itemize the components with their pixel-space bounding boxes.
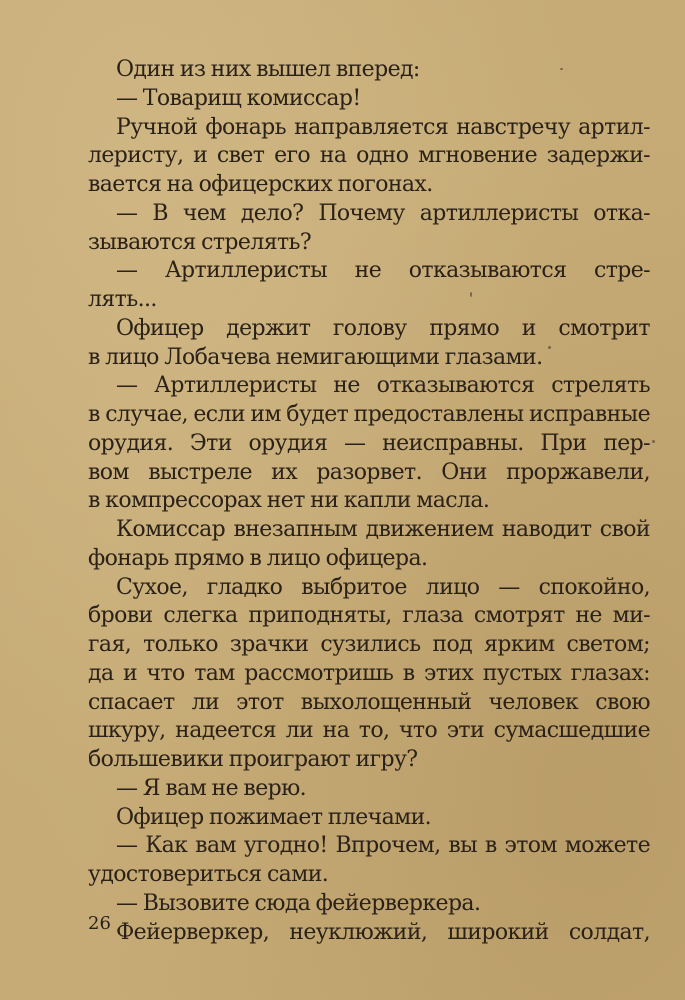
text-line: — Товарищ комиссар! xyxy=(116,85,361,111)
text-line: да и что там рассмотришь в этих пустых глазах: xyxy=(88,660,650,686)
text-line: орудия. Эти орудия — неисправны. При пер- xyxy=(88,430,650,456)
text-line: Комиссар внезапным движением наводит свой xyxy=(116,517,650,542)
text-line: гая, только зрачки сузились под ярким светом; xyxy=(88,632,650,657)
text-line: Офицер пожимает плечами. xyxy=(116,804,432,830)
text-line: в случае, если им будет предоставлены исправные xyxy=(88,402,650,427)
text-line: шкуру, надеется ли на то, что эти сумасшедшие xyxy=(88,718,650,744)
text-line: — Артиллеристы не отказываются стрелять xyxy=(116,373,650,399)
text-line: — В чем дело? Почему артиллеристы отка- xyxy=(116,200,650,226)
text-line: большевики проиграют игру? xyxy=(88,747,418,772)
text-line: вается на офицерских погонах. xyxy=(88,172,433,197)
text-line: Сухое, гладко выбритое лицо — спокойно, xyxy=(116,574,650,600)
text-line: — Вызовите сюда фейерверкера. xyxy=(116,890,481,916)
text-line: — Артиллеристы не отказываются стре- xyxy=(116,258,650,284)
page-number: 26 xyxy=(88,913,111,934)
text-line: в лицо Лобачева немигающими глазами. xyxy=(88,344,543,370)
text-line: брови слегка приподняты, глаза смотрят не ми- xyxy=(88,603,650,629)
text-line: леристу, и свет его на одно мгновение задержи- xyxy=(88,143,650,169)
text-line: — Я вам не верю. xyxy=(116,775,307,801)
text-line: фонарь прямо в лицо офицера. xyxy=(88,545,428,571)
text-line: лять... xyxy=(88,287,157,312)
text-line: спасает ли этот выхолощенный человек свою xyxy=(88,689,650,715)
text-line: Ручной фонарь направляется навстречу артил- xyxy=(116,114,650,140)
text-line: Офицер держит голову прямо и смотрит xyxy=(116,315,650,341)
text-line: вом выстреле их разорвет. Они проржавели, xyxy=(88,459,650,485)
text-line: зываются стрелять? xyxy=(88,229,312,255)
text-line: Фейерверкер, неуклюжий, широкий солдат, xyxy=(116,919,650,945)
text-line: Один из них вышел вперед: xyxy=(116,57,420,82)
body-text xyxy=(88,56,650,947)
text-line: — Как вам угодно! Впрочем, вы в этом можете xyxy=(116,833,650,859)
text-line: удостовериться сами. xyxy=(88,862,329,887)
paper-speck xyxy=(652,440,655,443)
text-line: в компрессорах нет ни капли масла. xyxy=(88,488,490,514)
